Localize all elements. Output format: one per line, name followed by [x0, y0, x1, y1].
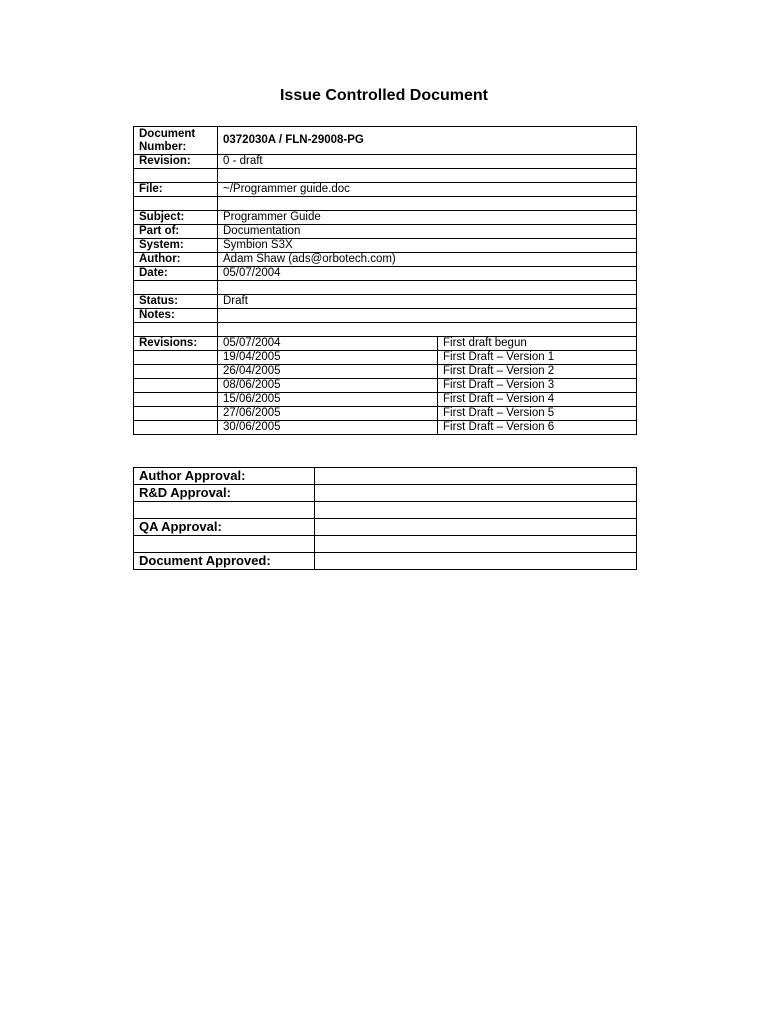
author-approval-row	[134, 468, 637, 485]
revision-description: First Draft – Version 5	[438, 407, 637, 421]
spacer-row	[134, 197, 637, 211]
document-approved-label: Document Approved:	[134, 553, 315, 570]
document-number-row	[134, 127, 637, 155]
revision-description: First Draft – Version 1	[438, 351, 637, 365]
document-number-label: Document Number:	[134, 127, 218, 155]
notes-value	[218, 309, 637, 323]
approval-table	[133, 467, 637, 570]
subject-label: Subject:	[134, 211, 218, 225]
revision-description: First Draft – Version 2	[438, 365, 637, 379]
spacer-row	[134, 281, 637, 295]
author-row	[134, 253, 637, 267]
system-label: System:	[134, 239, 218, 253]
qa-approval-row	[134, 519, 637, 536]
author-approval-signature	[315, 468, 637, 485]
qa-approval-signature	[315, 519, 637, 536]
spacer-row	[134, 323, 637, 337]
notes-row	[134, 309, 637, 323]
revision-date: 08/06/2005	[218, 379, 438, 393]
document-number-value: 0372030A / FLN-29008-PG	[218, 127, 637, 155]
file-value: ~/Programmer guide.doc	[218, 183, 637, 197]
rd-approval-label: R&D Approval:	[134, 485, 315, 502]
date-value: 05/07/2004	[218, 267, 637, 281]
revisions-label: Revisions:	[134, 337, 218, 351]
document-info-table	[133, 126, 637, 435]
revision-description: First Draft – Version 4	[438, 393, 637, 407]
revision-date: 19/04/2005	[218, 351, 438, 365]
revision-date: 27/06/2005	[218, 407, 438, 421]
document-approved-row	[134, 553, 637, 570]
part-of-row	[134, 225, 637, 239]
system-row	[134, 239, 637, 253]
revision-history-row	[134, 351, 637, 365]
notes-label: Notes:	[134, 309, 218, 323]
spacer-row	[134, 502, 637, 519]
part-of-value: Documentation	[218, 225, 637, 239]
date-label: Date:	[134, 267, 218, 281]
status-label: Status:	[134, 295, 218, 309]
status-row	[134, 295, 637, 309]
document-title: Issue Controlled Document	[279, 87, 489, 104]
document-approved-signature	[315, 553, 637, 570]
revision-history-row	[134, 379, 637, 393]
revision-history-row	[134, 407, 637, 421]
status-value: Draft	[218, 295, 637, 309]
revision-history-row	[134, 421, 637, 435]
revision-date: 05/07/2004	[218, 337, 438, 351]
spacer-row	[134, 169, 637, 183]
part-of-label: Part of:	[134, 225, 218, 239]
spacer-row	[134, 536, 637, 553]
revision-label: Revision:	[134, 155, 218, 169]
subject-row	[134, 211, 637, 225]
revision-date: 15/06/2005	[218, 393, 438, 407]
revision-row	[134, 155, 637, 169]
revision-description: First Draft – Version 6	[438, 421, 637, 435]
revision-description: First draft begun	[438, 337, 637, 351]
rd-approval-row	[134, 485, 637, 502]
rd-approval-signature	[315, 485, 637, 502]
revision-history-row	[134, 365, 637, 379]
qa-approval-label: QA Approval:	[134, 519, 315, 536]
author-approval-label: Author Approval:	[134, 468, 315, 485]
revision-date: 26/04/2005	[218, 365, 438, 379]
author-value: Adam Shaw (ads@orbotech.com)	[218, 253, 637, 267]
system-value: Symbion S3X	[218, 239, 637, 253]
date-row	[134, 267, 637, 281]
revision-description: First Draft – Version 3	[438, 379, 637, 393]
file-row	[134, 183, 637, 197]
file-label: File:	[134, 183, 218, 197]
revision-history-row	[134, 337, 637, 351]
revision-history-row	[134, 393, 637, 407]
author-label: Author:	[134, 253, 218, 267]
revision-value: 0 - draft	[218, 155, 637, 169]
subject-value: Programmer Guide	[218, 211, 637, 225]
revision-date: 30/06/2005	[218, 421, 438, 435]
